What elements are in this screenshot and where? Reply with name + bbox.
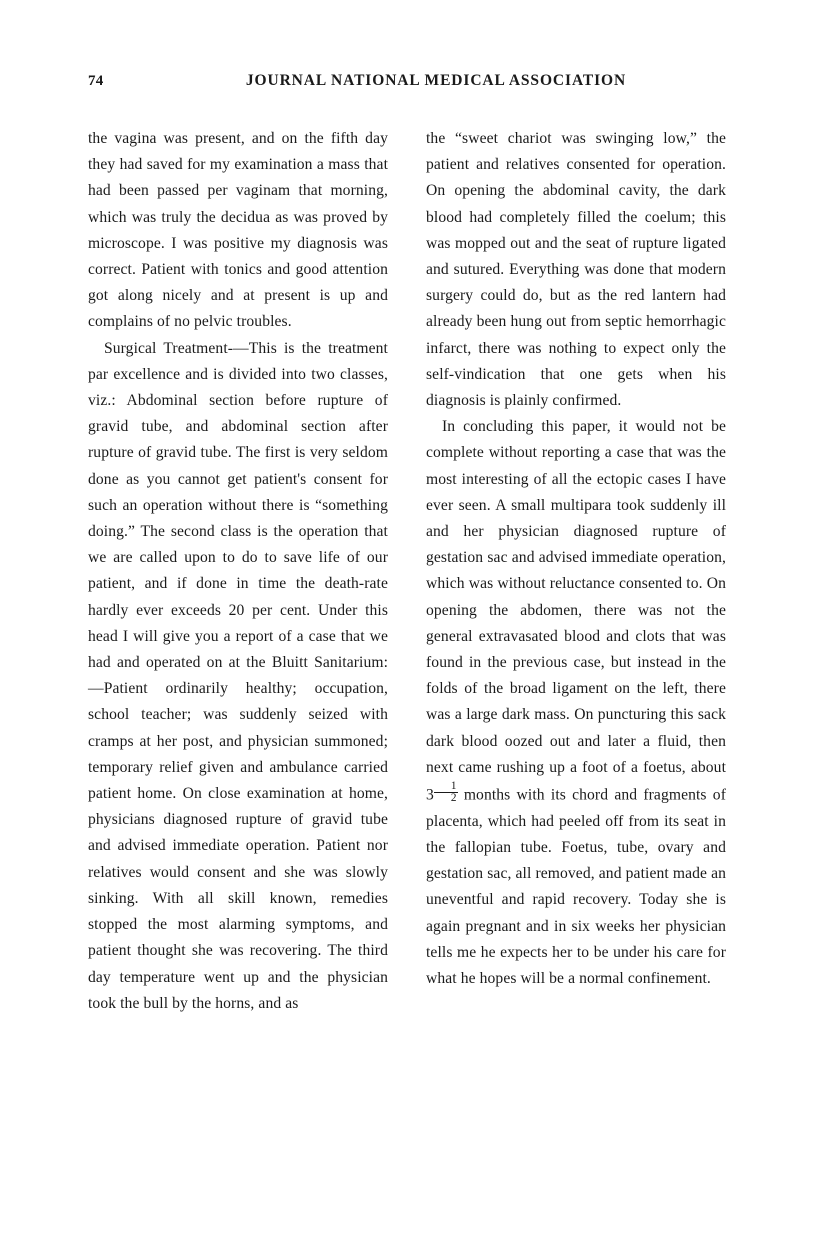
column-left [88,126,388,1017]
paragraph: the “sweet chariot was swinging low,” the patient and relatives consented for operation. On opening the abdominal cavity, the dark blood had completely filled the coelum; this was mopped out and the seat of rupture ligated and sutured. Everything was done that modern surgery could do, but as the red lantern had already been hung out from septic hemorrhagic infarct, there was nothing to expect only the self-vindication that one gets when his diagnosis is plainly confirmed. [426,130,726,410]
paragraph-text-before-fraction: In concluding this paper, it would not be complete without reporting a case that was the most interesting of all the ectopic cases I have ever seen. A small multipara took suddenly ill and her physician diagnosed rupture of gestation sac and advised immediate operation, which was without reluctance consented to. On opening the abdomen, there was not the general extravasated blood and clots that was found in the previous case, but instead in the folds of the broad ligament on the left, there was a large dark mass. On puncturing this sack dark blood oozed out and later a fluid, then next came rushing up a foot of a foetus, about 3 [426,418,726,804]
column-right [426,126,726,1017]
text-columns [88,126,728,1017]
fraction-denominator: 2 [450,792,457,805]
paragraph: Surgical Treatment-—This is the treatment par excellence and is divided into two classes, viz.: Abdominal section before rupture of gravid tube, and abdominal section after rupture of gravid tube. The first is very seldom done as you cannot get patient's consent for such an operation without there is “something doing.” The second class is the operation that we are called upon to do to save life of our patient, and if done in time the death-rate hardly ever exceeds 20 per cent. Under this head I will give you a report of a case that we had and operated on at the Bluitt Sanitarium:—Patient ordinarily healthy; occupation, school teacher; was suddenly seized with cramps at her post, and physician summoned; temporary relief given and ambulance carried patient home. On close examination at home, physicians diagnosed rupture of gravid tube and advised immediate operation. Patient nor relatives would consent and she was slowly sinking. With all skill known, remedies stopped the most alarming symptoms, and patient thought she was recovering. The third day temperature went up and the physician took the bull by the horns, and as [88,339,388,1012]
fraction-one-half [434,781,458,804]
paragraph: the vagina was present, and on the fifth day they had saved for my examination a mass that had been passed per vaginam that morning, which was truly the decidua as was proved by microscope. I was positive my diagnosis was correct. Patient with tonics and good attention got along nicely and at present is up and complains of no pelvic troubles. [88,130,388,331]
page-header [88,72,728,90]
paragraph-with-fraction [426,414,726,992]
fraction-numerator: 1 [434,781,458,793]
paragraph-text-after-fraction: months with its chord and fragments of placenta, which had peeled off from its seat in the fallopian tube. Foetus, tube, ovary and gestation sac, all removed, and patient made an uneventful and rapid recovery. Today she is again pregnant and in six weeks her physician tells me he expects her to be under his care for what he hopes will be a normal confinement. [426,786,726,988]
running-title: JOURNAL NATIONAL MEDICAL ASSOCIATION [245,72,627,89]
page-number: 74 [88,73,104,89]
